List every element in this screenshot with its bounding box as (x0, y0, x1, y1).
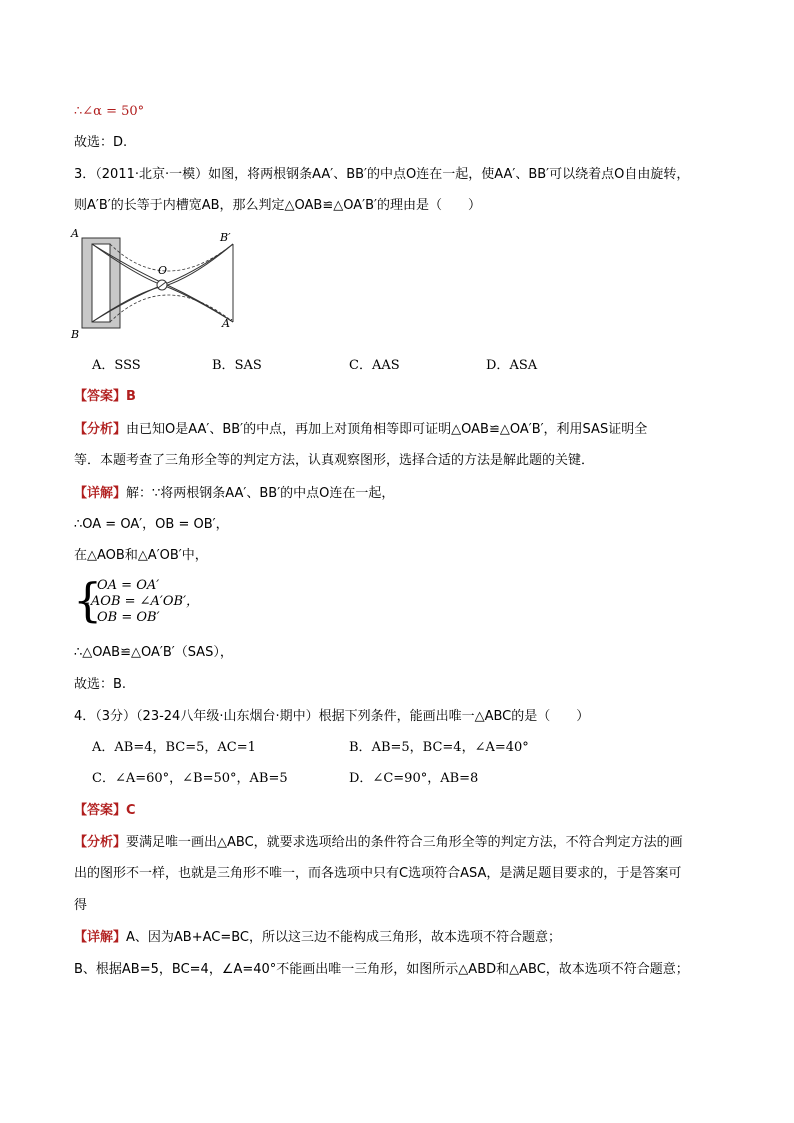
prev-choose: 故选：D. (74, 135, 128, 150)
q4-analysis-line3: 得 (74, 898, 88, 913)
label-a-prime: A′ (222, 317, 233, 330)
q3-detail-line3: 在△AOB和△A′OB′中， (74, 548, 208, 563)
dashed-arc-bottom (110, 295, 233, 322)
label-a: A (71, 228, 79, 240)
q4-detail-line1: 【详解】A、因为AB+AC=BC，所以这三边不能构成三角形，故本选项不符合题意； (74, 930, 562, 945)
q3-stem-line2: 则A′B′的长等于内槽宽AB，那么判定△OAB≌△OA′B′的理由是（ ） (74, 198, 481, 213)
system-eq1: OA = OA′ (97, 578, 160, 593)
system-brace: { (73, 573, 103, 627)
q4-option-b: B．AB=5，BC=4，∠A=40° (349, 740, 529, 755)
q3-option-b: B．SAS (212, 358, 262, 373)
groove-inner (92, 244, 110, 322)
label-o: O (158, 264, 168, 277)
q3-answer: 【答案】B (74, 389, 136, 404)
q3-option-c: C．AAS (349, 358, 400, 373)
q4-detail-line2: B、根据AB=5，BC=4，∠A=40°不能画出唯一三角形，如图所示△ABD和△ABC，故本选项不符合题意； (74, 962, 689, 977)
q4-option-a: A．AB=4，BC=5，AC=1 (92, 740, 256, 755)
q4-stem: 4．（3分）（23-24八年级·山东烟台·期中）根据下列条件，能画出唯一△ABC的是（ ） (74, 709, 590, 724)
prev-conclusion: ∴∠α = 50° (74, 104, 145, 119)
q4-option-c: C．∠A=60°，∠B=50°，AB=5 (92, 771, 288, 786)
q3-analysis-line1: 【分析】由已知O是AA′、BB′的中点，再加上对顶角相等即可证明△OAB≌△OA′B′，利用SAS证明全 (74, 422, 648, 437)
q4-option-d: D．∠C=90°，AB=8 (349, 771, 479, 786)
q4-answer: 【答案】C (74, 803, 136, 818)
q3-detail-line1: 【详解】解：∵将两根钢条AA′、BB′的中点O连在一起， (74, 486, 395, 501)
q3-detail-line2: ∴OA = OA′，OB = OB′， (74, 517, 229, 532)
q3-stem-line1: 3．（2011·北京·一模）如图，将两根钢条AA′、BB′的中点O连在一起，使AA′、BB′可以绕着点O自由旋转， (74, 167, 690, 182)
label-b-prime: B′ (220, 231, 231, 244)
q3-analysis-line2: 等．本题考查了三角形全等的判定方法，认真观察图形，选择合适的方法是解此题的关键． (74, 453, 595, 468)
q3-choose: 故选：B. (74, 677, 127, 692)
q3-option-d: D．ASA (486, 358, 538, 373)
q4-analysis-line2: 出的图形不一样，也就是三角形不唯一，而各选项中只有C选项符合ASA，是满足题目要求的，于是答案可 (74, 866, 682, 881)
q4-analysis-line1: 【分析】要满足唯一画出△ABC，就要求选项给出的条件符合三角形全等的判定方法，不符合判定方法的画 (74, 835, 683, 850)
label-b: B (71, 328, 80, 341)
q3-figure (70, 228, 245, 343)
system-eq3: OB = OB′ (97, 610, 160, 625)
q3-detail-line4: ∴△OAB≌△OA′B′（SAS）， (74, 645, 233, 660)
system-eq2: ∠AOB = ∠A′OB′， (80, 594, 200, 609)
q3-option-a: A．SSS (92, 358, 141, 373)
